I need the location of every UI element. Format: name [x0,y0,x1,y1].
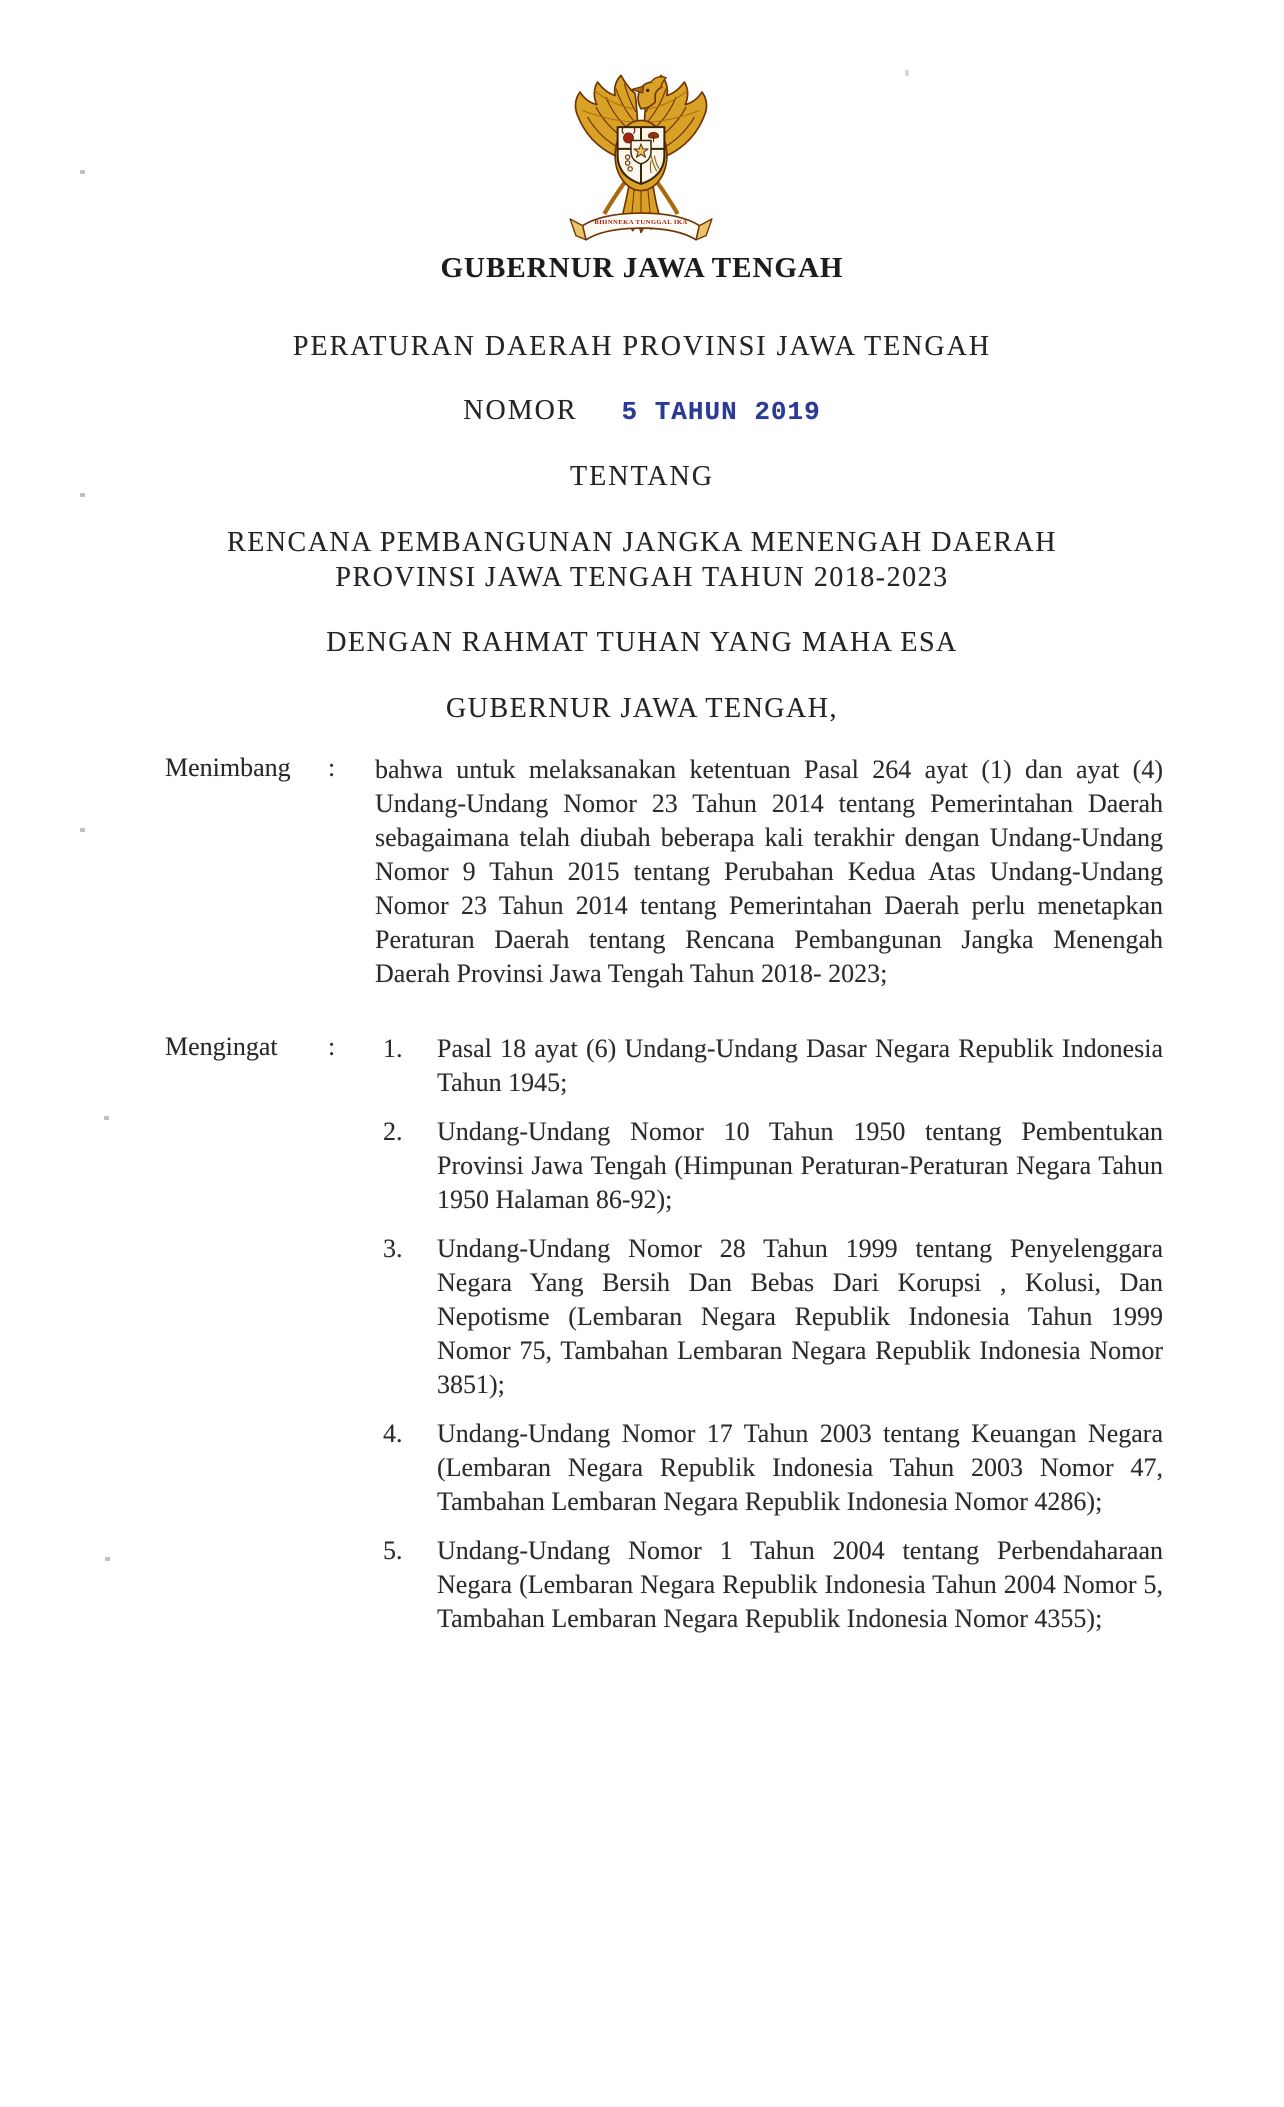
item-text: Undang-Undang Nomor 28 Tahun 1999 tentang Penyelenggara Negara Yang Bersih Dan Bebas Dari Korupsi , Kolusi, Dan Nepotisme (Lembaran Negara Republik Indonesia Tahun 1999 Nomor 75, Tambahan Lembaran Negara Republik Indonesia Nomor 3851); [437,1234,1163,1399]
mengingat-label: Mengingat [165,1032,278,1061]
subject-line-1: RENCANA PEMBANGUNAN JANGKA MENENGAH DAERAH [227,527,1057,558]
nomor-stamp-value: 5 TAHUN 2019 [621,397,821,427]
scan-artifact-dot [80,493,85,497]
item-number: 2. [383,1117,403,1146]
regulation-number-line [0,395,1284,427]
subject-line-2: PROVINSI JAWA TENGAH TAHUN 2018-2023 [335,562,949,593]
regulation-title: PERATURAN DAERAH PROVINSI JAWA TENGAH [292,331,992,362]
legal-basis-list [383,1032,1163,1651]
scan-artifact-dot [104,1116,109,1120]
legal-basis-item [383,1232,1163,1402]
item-number: 3. [383,1234,403,1263]
invocation-line: DENGAN RAHMAT TUHAN YANG MAHA ESA [326,627,958,658]
item-number: 5. [383,1536,403,1565]
mengingat-colon: : [328,1032,336,1061]
legal-basis-item [383,1032,1163,1100]
item-text: Undang-Undang Nomor 17 Tahun 2003 tentang Keuangan Negara (Lembaran Negara Republik Indonesia Tahun 2003 Nomor 47, Tambahan Lembaran Negara Republik Indonesia Nomor 4286); [437,1419,1163,1516]
legal-basis-item [383,1534,1163,1636]
item-number: 4. [383,1419,403,1448]
legal-basis-item [383,1417,1163,1519]
item-number: 1. [383,1034,403,1063]
scan-artifact-dot [105,1557,110,1561]
scan-artifact-dot [80,170,85,174]
nomor-label: NOMOR [463,395,578,426]
menimbang-body: bahwa untuk melaksanakan ketentuan Pasal 264 ayat (1) dan ayat (4) Undang-Undang Nomor 23 Tahun 2014 tentang Pemerintahan Daerah sebagaimana telah diubah beberapa kali terakhir dengan Undang-Undang Nomor 9 Tahun 2015 tentang Perubahan Kedua Atas Undang-Undang Nomor 23 Tahun 2014 tentang Pemerintahan Daerah perlu menetapkan Peraturan Daerah tentang Rencana Pembangunan Jangka Menengah Daerah Provinsi Jawa Tengah Tahun 2018- 2023; [375,755,1163,988]
tentang-label: TENTANG [570,461,714,492]
issuer-line: GUBERNUR JAWA TENGAH, [446,693,838,724]
garuda-pancasila-emblem-icon [557,62,725,254]
item-text: Pasal 18 ayat (6) Undang-Undang Dasar Negara Republik Indonesia Tahun 1945; [437,1034,1163,1097]
menimbang-label: Menimbang [165,753,291,782]
institution-title: GUBERNUR JAWA TENGAH [440,252,844,284]
scan-artifact-dot [80,828,85,832]
emblem-motto-text: BHINNEKA TUNGGAL IKA [594,218,688,226]
item-text: Undang-Undang Nomor 1 Tahun 2004 tentang Perbendaharaan Negara (Lembaran Negara Republik Indonesia Tahun 2004 Nomor 5, Tambahan Lembaran Negara Republik Indonesia Nomor 4355); [437,1536,1163,1633]
item-text: Undang-Undang Nomor 10 Tahun 1950 tentang Pembentukan Provinsi Jawa Tengah (Himpunan Peraturan-Peraturan Negara Tahun 1950 Halaman 86-92); [437,1117,1163,1214]
menimbang-colon: : [328,753,336,782]
legal-basis-item [383,1115,1163,1217]
scan-artifact-dot [905,70,909,76]
